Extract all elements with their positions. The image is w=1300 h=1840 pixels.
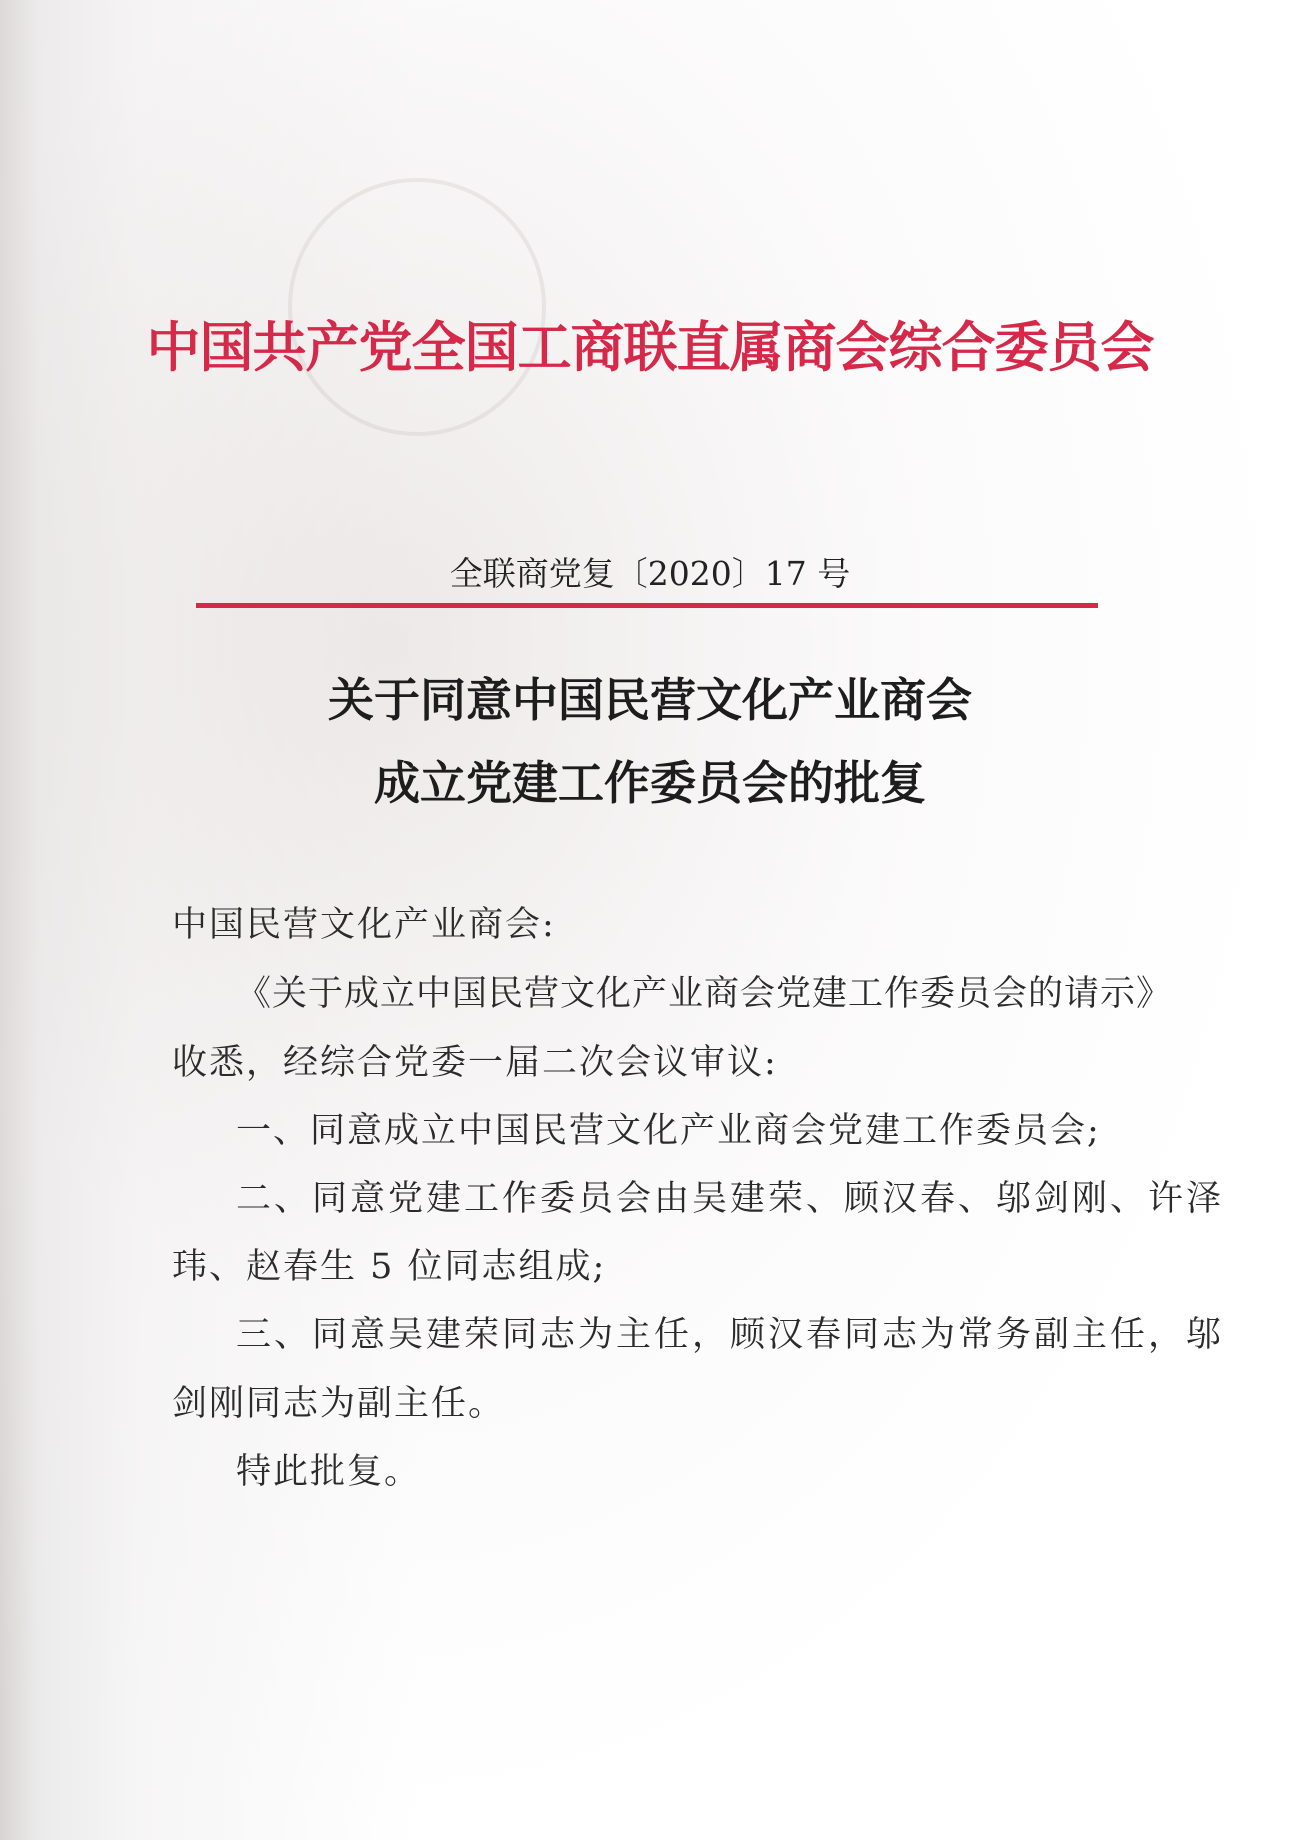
salutation: 中国民营文化产业商会: [172, 905, 556, 945]
body-line-3: 一、同意成立中国民营文化产业商会党建工作委员会; [236, 1111, 1101, 1151]
body-line-4: 二、同意党建工作委员会由吴建荣、顾汉春、邬剑刚、许泽 [236, 1179, 1225, 1219]
body-line-6: 三、同意吴建荣同志为主任，顾汉春同志为常务副主任，邬 [236, 1315, 1225, 1355]
issuer-title: 中国共产党全国工商联直属商会综合委员会 [146, 315, 1154, 379]
body-line-7: 剑刚同志为副主任。 [172, 1384, 506, 1424]
body-line-2: 收悉，经综合党委一届二次会议审议: [172, 1043, 778, 1083]
document-number: 全联商党复〔2020〕17 号 [449, 554, 851, 593]
closing-line: 特此批复。 [236, 1452, 422, 1492]
body-line-5: 玮、赵春生 5 位同志组成; [172, 1247, 607, 1287]
document-title-line-1: 关于同意中国民营文化产业商会 [328, 673, 972, 727]
red-divider-line [196, 603, 1098, 608]
body-line-1: 《关于成立中国民营文化产业商会党建工作委员会的请示》 [236, 974, 1173, 1014]
document-title-line-2: 成立党建工作委员会的批复 [374, 756, 926, 810]
